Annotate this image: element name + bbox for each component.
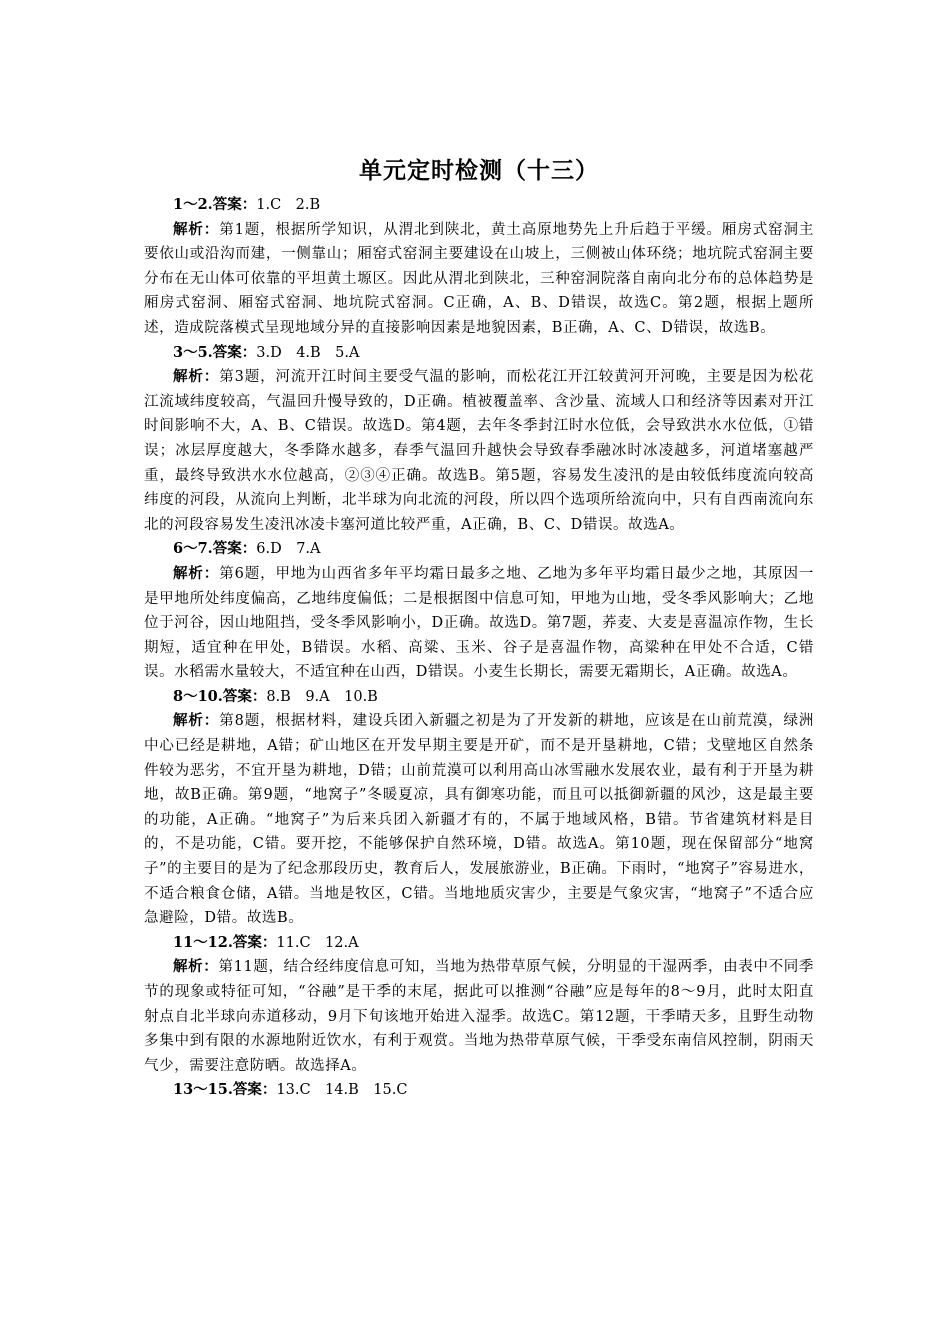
explanation-text: 第1题，根据所学知识，从渭北到陕北，黄土高原地势先上升后趋于平缓。厢房式窑洞主要依山或沿沟而建，一侧靠山；厢窑式窑洞主要建设在山坡上，三侧被山体环绕；地坑院式窑洞主要分布在无山体可依靠的平坦黄土塬区。因此从渭北到陕北，三种窑洞院落自南向北分布的总体趋势是厢房式窑洞、厢窑式窑洞、地坑院式窑洞。C正确，A、B、D错误，故选C。第2题，根据上题所述，造成院落模式呈现地域分异的直接影响因素是地貌因素，B正确，A、C、D错误，故选B。 [144,221,814,336]
explanation-paragraph [144,562,814,685]
answer-line [144,193,814,218]
question-range: 3～5. [173,343,213,361]
question-range: 13～15. [173,1081,233,1099]
answer-values: 11.C 12.A [276,934,359,951]
answer-section [144,193,814,341]
answer-line [144,1078,814,1103]
answer-values: 3.D 4.B 5.A [256,344,360,361]
answer-line [144,537,814,562]
page-title: 单元定时检测（十三） [359,158,599,184]
answer-values: 13.C 14.B 15.C [276,1082,408,1099]
question-range: 1～2. [173,196,213,213]
explanation-paragraph [144,365,814,537]
explanation-label: 解析： [173,221,220,238]
explanation-text: 第6题，甲地为山西省多年平均霜日最多之地、乙地为多年平均霜日最少之地，其原因一是甲地所处纬度偏高，乙地纬度偏低；二是根据图中信息可知，甲地为山地，受冬季风影响大；乙地位于河谷，因山地阻挡，受冬季风影响小，D正确。故选D。第7题，荞麦、大麦是喜温凉作物，生长期短，适宜种在甲处，B错误。水稻、高粱、玉米、谷子是喜温作物，高粱种在甲处不合适，C错误。水稻需水量较大，不适宜种在山西，D错误。小麦生长期长，需要无霜期长，A正确。故选A。 [144,565,814,681]
explanation-text: 第3题，河流开江时间主要受气温的影响，而松花江开江较黄河开河晚，主要是因为松花江流域纬度较高，气温回升慢导致的，D正确。植被覆盖率、含沙量、流域人口和经济等因素对开江时间影响不大，A、B、C错误。故选D。第4题，去年冬季封江时水位低，会导致洪水水位低，①错误；冰层厚度越大，冬季降水越多，春季气温回升越快会导致春季融冰时冰凌越多，河道堵塞越严重，最终导致洪水水位越高，②③④正确。故选B。第5题，容易发生凌汛的是由较低纬度流向较高纬度的河段，从流向上判断，北半球为向北流的河段，所以四个选项所给流向中，只有自西南流向东北的河段容易发生凌汛冰凌卡塞河道比较严重，A正确，B、C、D错误。故选A。 [144,369,814,533]
answer-label: 答案： [212,343,257,361]
answer-label: 答案： [212,196,257,213]
answer-section [144,931,814,1079]
question-range: 6～7. [173,540,213,558]
explanation-paragraph [144,218,814,341]
answer-section [144,341,814,538]
answer-values: 6.D 7.A [256,541,321,558]
explanation-label: 解析： [173,369,220,386]
answer-label: 答案： [212,540,257,558]
answer-label: 答案： [222,687,267,705]
explanation-label: 解析： [173,959,219,976]
answer-line [144,685,814,710]
explanation-label: 解析： [173,713,220,730]
question-range: 8～10. [173,687,223,705]
document-page [144,150,814,1103]
question-range: 11～12. [173,933,233,951]
answer-label: 答案： [232,933,277,951]
explanation-text: 第11题，结合经纬度信息可知，当地为热带草原气候，分明显的干湿两季，由表中不同季节的现象或特征可知，“谷融”是干季的末尾，据此可以推测“谷融”应是每年的8～9月，此时太阳直射点自北半球向赤道移动，9月下旬该地开始进入湿季。故选C。第12题，干季晴天多，且野生动物多集中到有限的水源地附近饮水，有利于观赏。当地为热带草原气候，干季受东南信风控制，阴雨天气少，需要注意防晒。故选择A。 [144,959,814,1074]
answer-section [144,685,814,931]
explanation-text: 第8题，根据材料，建设兵团入新疆之初是为了开发新的耕地，应该是在山前荒漠，绿洲中心已经是耕地，A错；矿山地区在开发早期主要是开矿，而不是开垦耕地，C错；戈壁地区自然条件较为恶劣，不宜开垦为耕地，D错；山前荒漠可以利用高山冰雪融水发展农业，最有利于开垦为耕地，故B正确。第9题，“地窝子”冬暖夏凉，具有御寒功能，而且可以抵御新疆的风沙，这是最主要的功能，A正确。“地窝子”为后来兵团入新疆才有的，不属于地域风格，B错。节省建筑材料是目的，不是功能，C错。要开挖，不能够保护自然环境，D错。故选A。第10题，现在保留部分“地窝子”的主要目的是为了纪念那段历史，教育后人，发展旅游业，B正确。下雨时，“地窝子”容易进水，不适合粮食仓储，A错。当地是牧区，C错。当地地质灾害少，主要是气象灾害，“地窝子”不适合应急避险，D错。故选B。 [144,713,814,927]
answer-line [144,931,814,956]
explanation-label: 解析： [173,565,220,582]
explanation-paragraph [144,709,814,930]
answer-sections [144,193,814,1103]
explanation-paragraph [144,955,814,1078]
answer-values: 8.B 9.A 10.B [266,688,378,705]
answer-line [144,341,814,366]
answer-section [144,1078,814,1103]
answer-values: 1.C 2.B [256,197,321,213]
answer-label: 答案： [232,1081,277,1099]
answer-section [144,537,814,685]
